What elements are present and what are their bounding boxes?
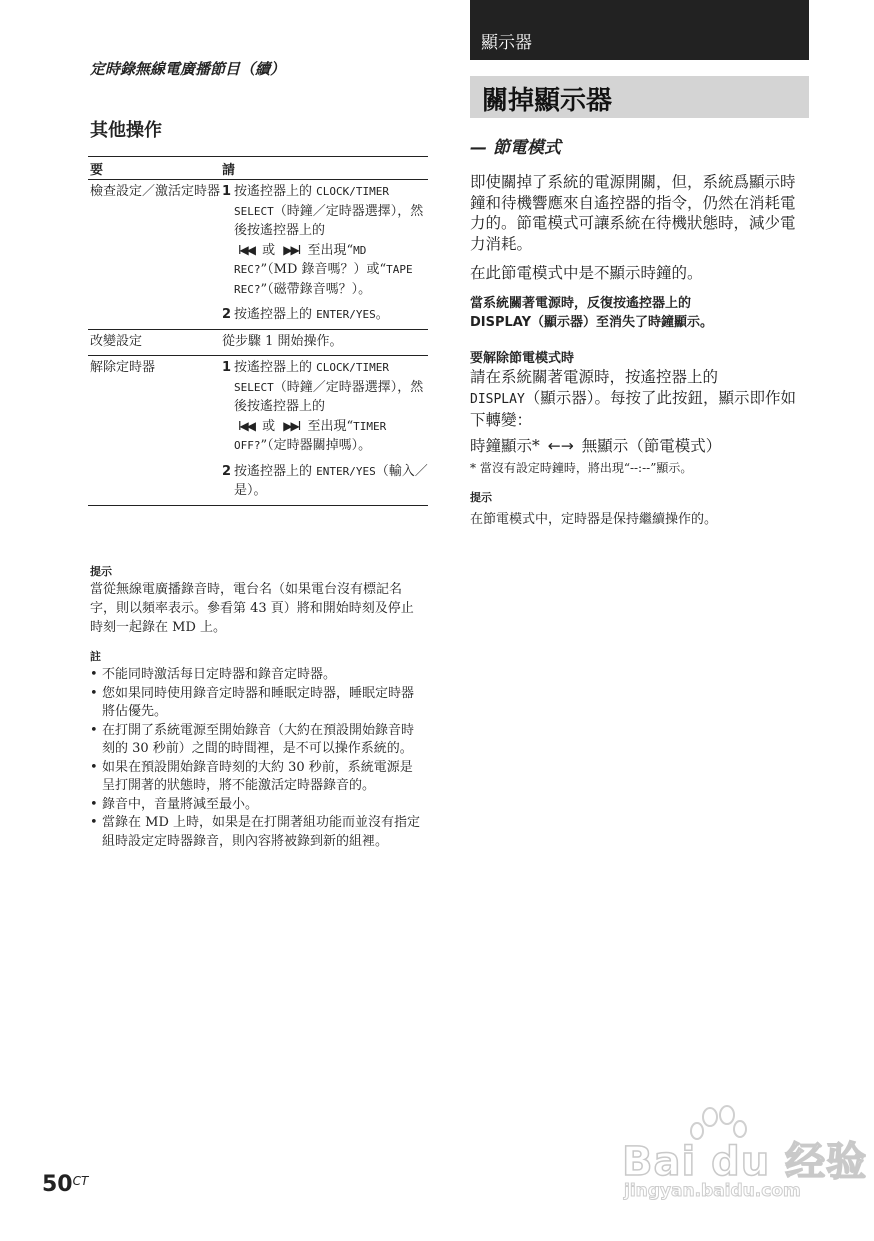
- key-label: DISPLAY: [470, 392, 525, 407]
- key-label: CLOCK/TIMER SELECT: [234, 361, 389, 394]
- bidirectional-arrow-icon: ←→: [547, 437, 574, 455]
- step: [222, 182, 428, 299]
- display-message: TIMER OFF?: [234, 419, 387, 452]
- step-text: 至出現“: [307, 418, 354, 434]
- step-text: 。: [375, 307, 389, 322]
- hint-label: 提示: [90, 565, 112, 578]
- row-text: 從步驟 1 開始操作。: [222, 333, 343, 349]
- step-text: ”（磁帶錄音嗎？）。: [260, 281, 372, 297]
- subtitle: — 節電模式: [470, 138, 561, 158]
- step-number: 2: [222, 307, 232, 322]
- cycle-state-power-saving: 無顯示（節電模式）: [581, 437, 722, 455]
- page-number-suffix: CT: [72, 1174, 89, 1188]
- row-action: 解除定時器: [90, 360, 156, 375]
- page-title: 關掉顯示器: [482, 86, 613, 116]
- table-row: [88, 330, 428, 357]
- cancel-text-line: （顯示器）。每按了此按鈕，顯示即作如下轉變：: [470, 389, 797, 429]
- or-text: 或: [262, 242, 276, 258]
- header-action: 要: [90, 163, 104, 178]
- row-action: 檢查設定／激活定時器: [90, 184, 221, 199]
- header-instruction: 請: [222, 163, 236, 178]
- row-action: 改變設定: [90, 333, 143, 349]
- running-head: 定時錄無線電廣播節目（續）: [90, 60, 286, 78]
- next-track-icon: ▶▶I: [283, 418, 300, 433]
- step-number: 1: [222, 360, 232, 375]
- instruction-line: DISPLAY（顯示器）至消失了時鐘顯示。: [470, 315, 714, 330]
- list-item: • 如果在預設開始錄音時刻的大約 30 秒前，系統電源是呈打開著的狀態時，將不能激活定時器錄音的。: [90, 759, 420, 796]
- step-text: （時鐘／定時器選擇），然後按遙控器上的: [234, 203, 424, 238]
- step-text: ”（MD 錄音嗎？）或“: [260, 262, 387, 277]
- list-item: • 錄音中，音量將減至最小。: [90, 796, 420, 815]
- cancel-text-line: 請在系統關著電源時，按遙控器上的: [470, 368, 719, 386]
- key-label: CLOCK/TIMER SELECT: [234, 185, 389, 218]
- cycle-state-clock: 時鐘顯示*: [470, 437, 540, 455]
- key-label: ENTER/YES: [316, 308, 376, 321]
- footnote: * 當沒有設定時鐘時，將出現“--:--”顯示。: [470, 461, 693, 475]
- row-steps: [222, 180, 428, 329]
- next-track-icon: ▶▶I: [283, 242, 300, 257]
- step-text: 按遙控器上的: [234, 360, 317, 375]
- intro-paragraph-2: 在此節電模式中是不顯示時鐘的。: [470, 264, 703, 282]
- previous-track-icon: I◀◀: [238, 418, 254, 433]
- note-list: [90, 666, 420, 851]
- row-steps: [222, 356, 428, 505]
- step-number: 2: [222, 463, 232, 479]
- table-row: [88, 356, 428, 506]
- note-label: 註: [90, 650, 101, 663]
- hint-label: 提示: [470, 491, 492, 504]
- or-text: 或: [262, 418, 276, 434]
- step-text: 按遙控器上的: [234, 463, 317, 479]
- step-text: （輸入／是）。: [234, 463, 428, 498]
- operations-table: [88, 156, 428, 506]
- list-item: • 在打開了系統電源至開始錄音（大約在預設開始錄音時刻的 30 秒前）之間的時間裡，是不可以操作系統的。: [90, 722, 420, 759]
- step-text: 按遙控器上的: [234, 184, 317, 199]
- display-message: TAPE REC?: [234, 263, 413, 296]
- key-label: ENTER/YES: [316, 464, 376, 478]
- list-item: • 您如果同時使用錄音定時器和睡眠定時器，睡眠定時器將佔優先。: [90, 685, 420, 722]
- cancel-heading: 要解除節電模式時: [470, 351, 575, 366]
- instruction-line: 當系統關著電源時，反復按遙控器上的: [470, 296, 692, 311]
- section-title: 其他操作: [90, 120, 162, 141]
- watermark-url: jingyan.baidu.com: [624, 1181, 801, 1201]
- list-item: • 當錄在 MD 上時，如果是在打開著組功能而並沒有指定組時設定定時器錄音，則內容將被錄到新的組裡。: [90, 814, 420, 851]
- section-tab-label: 顯示器: [481, 33, 532, 53]
- step: [222, 305, 428, 325]
- step-text: 按遙控器上的: [234, 307, 317, 322]
- cancel-text: [470, 367, 808, 431]
- table-row: [88, 180, 428, 330]
- hint-text: 當從無線電廣播錄音時，電台名（如果電台沒有標記名字，則以頻率表示。參看第 43 頁）將和開始時刻及停止時刻一起錄在 MD 上。: [90, 582, 414, 635]
- table-header: [88, 156, 428, 180]
- display-cycle: [470, 434, 721, 456]
- page-number: [42, 1172, 88, 1197]
- step-text: 至出現“: [307, 242, 354, 258]
- step-number: 1: [222, 184, 232, 199]
- previous-track-icon: I◀◀: [238, 242, 254, 257]
- baidu-logo-watermark: Bai du 经验: [622, 1139, 868, 1185]
- list-item: • 不能同時激活每日定時器和錄音定時器。: [90, 666, 420, 685]
- step-text: ”（定時器關掉嗎）。: [260, 438, 372, 453]
- step: [222, 358, 428, 456]
- step-text: （時鐘／定時器選擇），然後按遙控器上的: [234, 379, 424, 414]
- hint-text: 在節電模式中，定時器是保持繼續操作的。: [470, 512, 718, 527]
- instruction-bold: [470, 294, 808, 332]
- page-number-value: 50: [42, 1172, 73, 1197]
- display-message: MD REC?: [234, 243, 367, 276]
- intro-paragraph: 即使關掉了系統的電源開關，但，系統爲顯示時鐘和待機響應來自遙控器的指令，仍然在消耗電力的。節電模式可讓系統在待機狀態時，減少電力消耗。: [470, 173, 796, 253]
- step: [222, 462, 428, 501]
